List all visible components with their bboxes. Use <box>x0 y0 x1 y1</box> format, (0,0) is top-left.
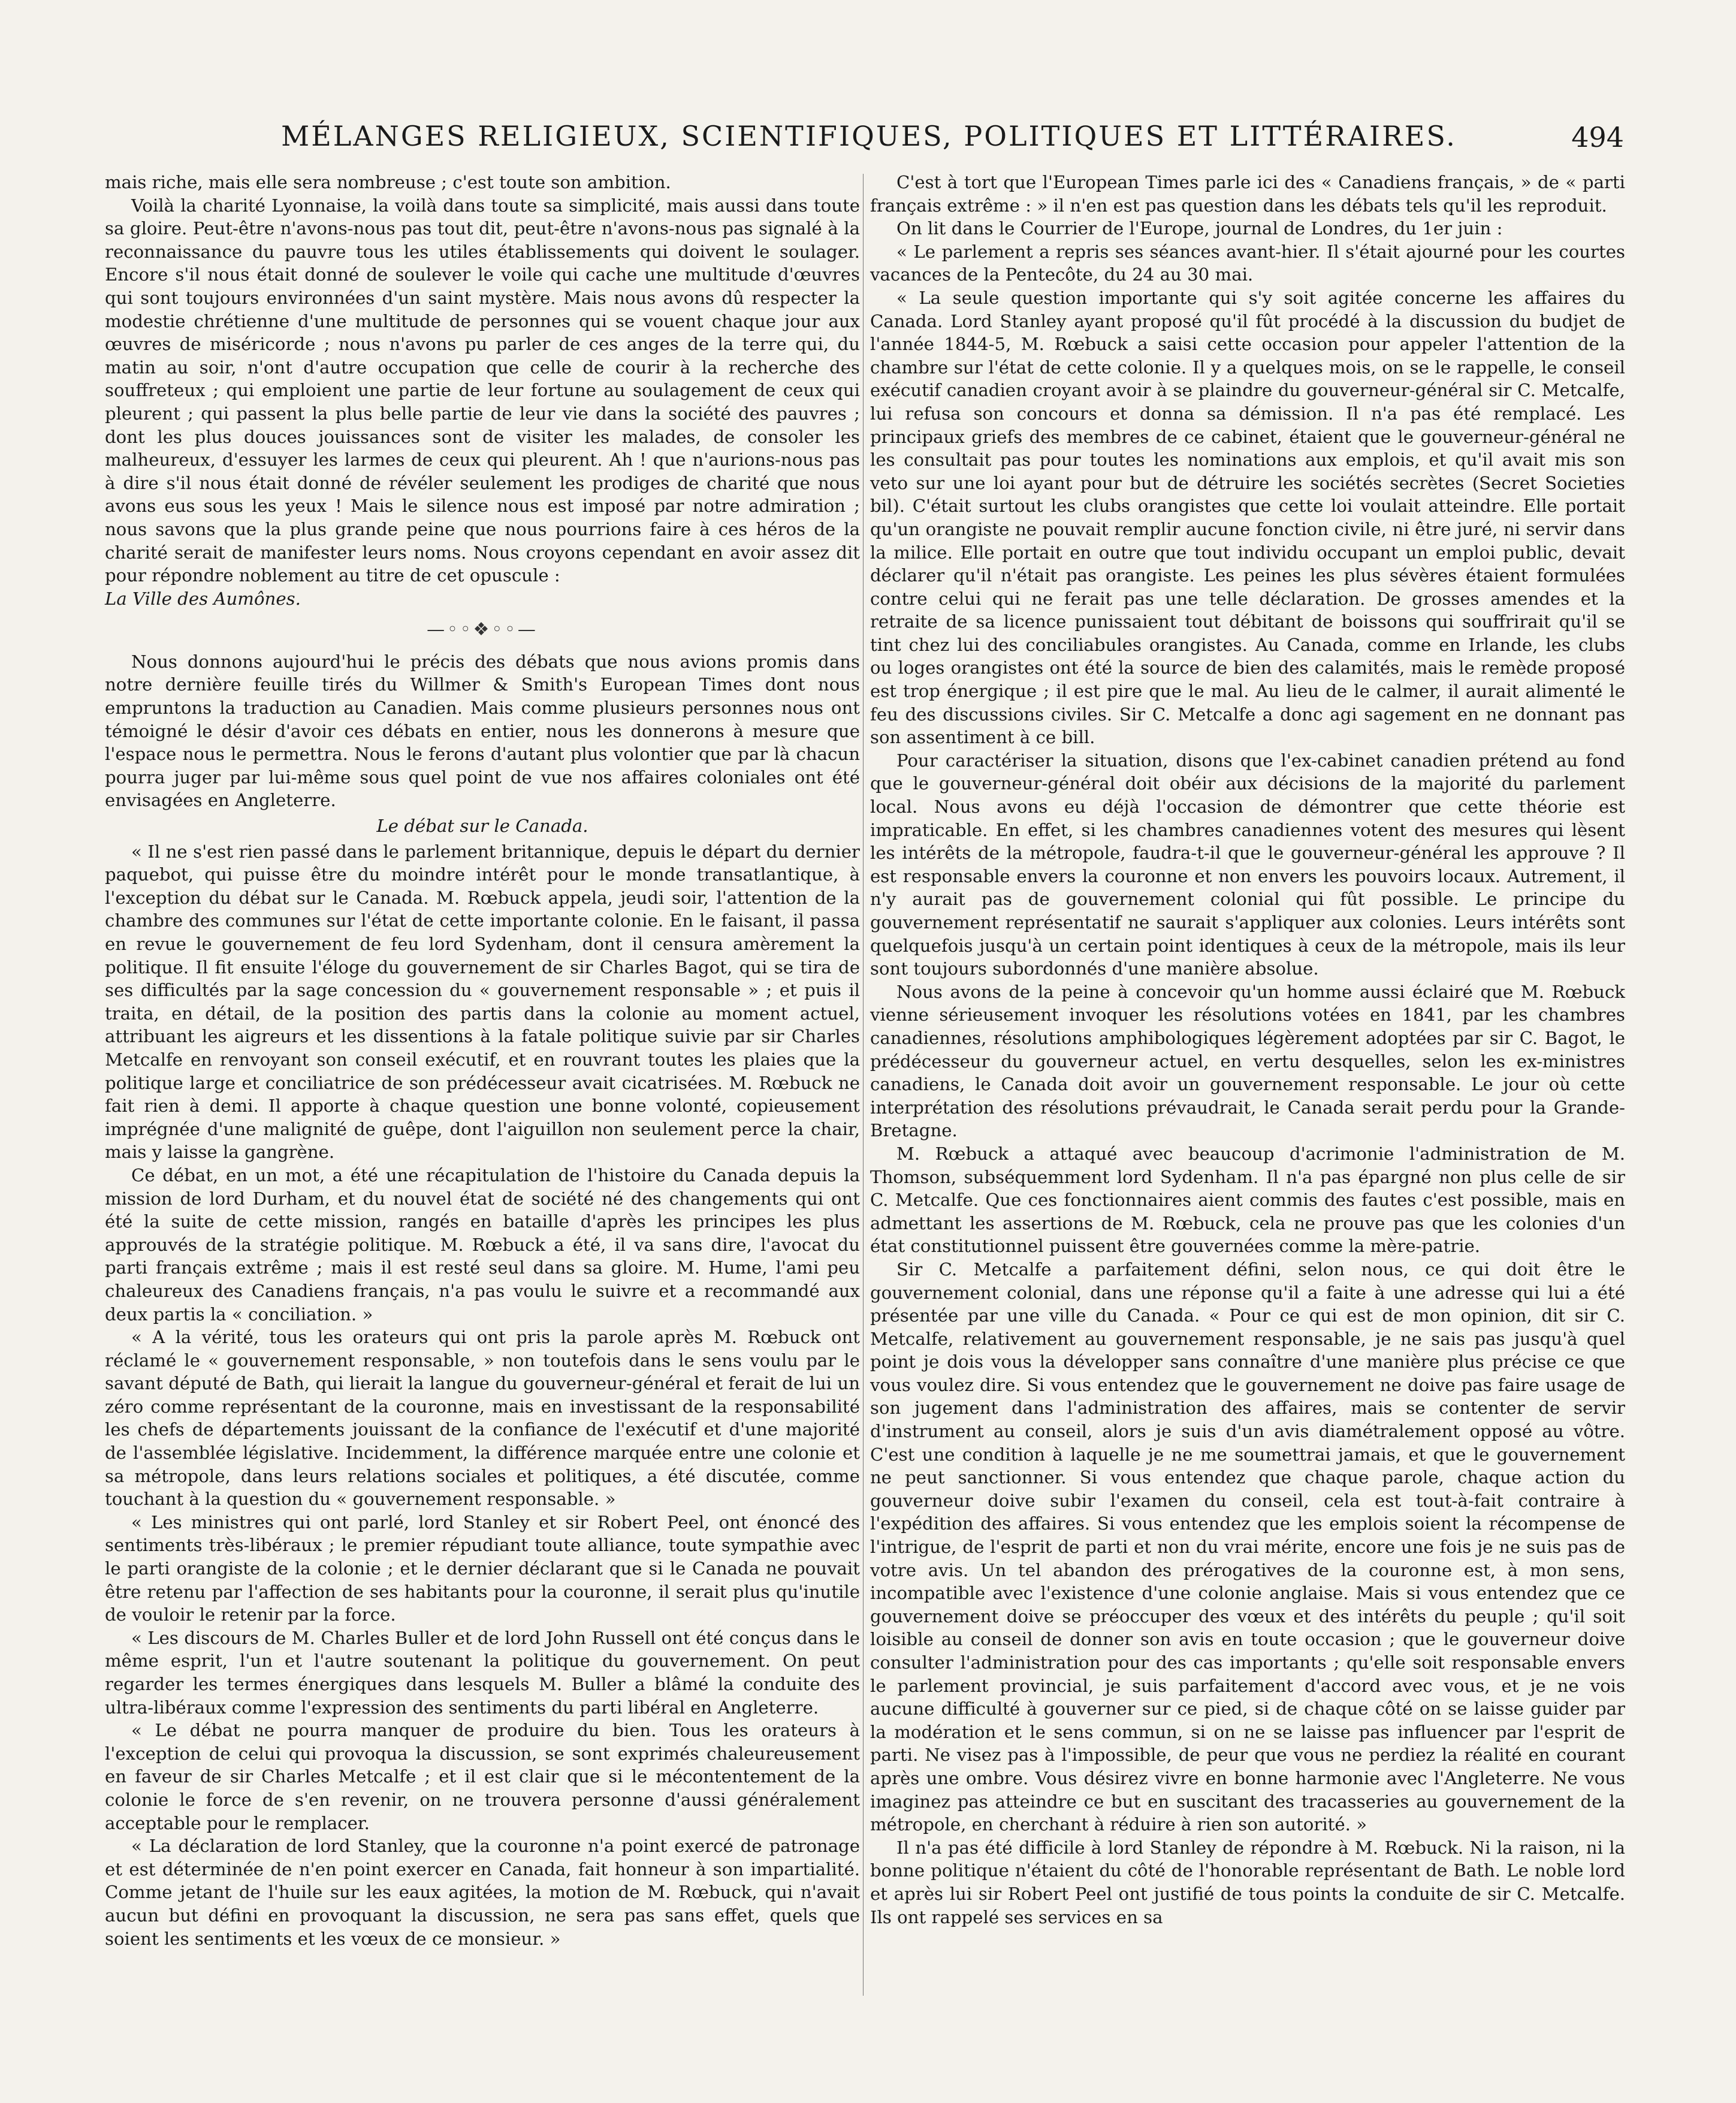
paragraph-roebuck-attack: M. Rœbuck a attaqué avec beaucoup d'acrimonie l'administration de M. Thomson, subséquemment lord Sydenham. Il n'a pas épargné non plus celle de sir C. Metcalfe. Que ces fonctionnaires aient commis des fautes c'est possible, mais en admettant les assertions de M. Rœbuck, cela ne prouve pas que les colonies d'un état constitutionnel puissent être gouvernées comme la mère-patrie. <box>870 1143 1625 1257</box>
paragraph-debate-5: « Les discours de M. Charles Buller et de lord John Russell ont été conçus dans le même esprit, l'un et l'autre soutenant la politique du gouvernement. On peut regarder les termes énergiques dans lesquels M. Buller a blâmé la conduite des ultra-libéraux comme l'expression des sentiments du parti libéral en Angleterre. <box>105 1627 860 1718</box>
section-divider-ornament: —◦◦❖◦◦— <box>427 619 538 641</box>
paragraph-title-reference: La Ville des Aumônes. <box>105 588 301 609</box>
section-subheading: Le débat sur le Canada. <box>376 816 588 837</box>
paragraph-debate-1: « Il ne s'est rien passé dans le parlement britannique, depuis le départ du dernier paquebot, qui puisse être du moindre intérêt pour le monde transatlantique, à l'exception du débat sur le Canada. M. Rœbuck appela, jeudi soir, l'attention de la chambre des communes sur l'état de cette importante colonie. En le faisant, il passa en revue le gouvernement de feu lord Sydenham, dont il censura amèrement la politique. Il fit ensuite l'éloge du gouvernement de sir Charles Bagot, qui se tira de ses difficultés par la sage concession du « gouvernement responsable » ; et puis il traita, en détail, de la position des partis dans la colonie au moment actuel, attribuant les aigreurs et les dissentions à la fatale politique suivie par sir Charles Metcalfe en renvoyant son conseil exécutif, et en rouvrant toutes les plaies que la politique large et conciliatrice de son prédécesseur avait cicatrisées. M. Rœbuck ne fait rien à demi. Il apporte à chaque question une bonne volonté, copieusement imprégnée d'une malignité de guêpe, dont l'aiguillon non seulement perce la chair, mais y laisse la gangrène. <box>105 841 860 1163</box>
running-title: MÉLANGES RELIGIEUX, SCIENTIFIQUES, POLITIQUES ET LITTÉRAIRES. <box>281 120 1457 152</box>
paragraph-correction: C'est à tort que l'European Times parle ici des « Canadiens français, » de « parti français extrême : » il n'en est pas question dans les débats tels qu'il les reproduit. <box>870 172 1625 216</box>
paragraph-resolutions: Nous avons de la peine à concevoir qu'un homme aussi éclairé que M. Rœbuck vienne sérieusement invoquer les résolutions votées en 1841, par les chambres canadiennes, résolutions amphibologiques légèrement adoptées par sir C. Bagot, le prédécesseur du gouverneur actuel, en vertu desquelles, selon les ex-ministres canadiens, le Canada doit avoir un gouvernement responsable. Le jour où cette interprétation des résolutions prévaudrait, le Canada serait perdu pour la Grande-Bretagne. <box>870 981 1625 1141</box>
paragraph-stanley-response: Il n'a pas été difficile à lord Stanley de répondre à M. Rœbuck. Ni la raison, ni la bonne politique n'étaient du côté de l'honorable représentant de Bath. Le noble lord et après lui sir Robert Peel ont justifié de tous points la conduite de sir C. Metcalfe. Ils ont rappelé ses services en sa <box>870 1837 1625 1927</box>
paragraph-metcalfe-reply: Sir C. Metcalfe a parfaitement défini, selon nous, ce qui doit être le gouvernement colonial, dans une réponse qu'il a faite à une adresse qui lui a été présentée par une ville du Canada. « Pour ce qui est de mon opinion, dit sir C. Metcalfe, relativement au gouvernement responsable, je ne sais pas jusqu'à quel point je dois vous la développer sans connaître d'une manière plus précise ce que vous voulez dire. Si vous entendez que le gouvernement ne doive pas faire usage de son jugement dans l'administration des affaires, mais se contenter de servir d'instrument au conseil, alors je suis d'un avis diamétralement opposé au vôtre. C'est une condition à laquelle je ne me soumettrai jamais, et que le gouvernement ne peut sanctionner. Si vous entendez que chaque parole, chaque action du gouverneur doive subir l'examen du conseil, cela est tout-à-fait contraire à l'expédition des affaires. Si vous entendez que les emplois soient la récompense de l'intrigue, de l'esprit de parti et non du vrai mérite, encore une fois je ne suis pas de votre avis. Un tel abandon des prérogatives de la couronne est, à mon sens, incompatible avec l'existence d'une colonie anglaise. Mais si vous entendez que ce gouvernement doive se préoccuper des vœux et des intérêts du peuple ; qu'il soit loisible au conseil de donner son avis en toute occasion ; que le gouverneur doive consulter l'administration pour des cas importants ; qu'elle soit responsable envers le parlement provincial, je suis parfaitement d'accord avec vous, et je ne vois aucune difficulté à gouverner sur ce pied, si de chaque côté on se laisse guider par la modération et le sens commun, si on ne se laisse pas influencer par l'esprit de parti. Ne visez pas à l'impossible, de peur que vous ne perdiez la réalité en courant après une ombre. Vous désirez vivre en bonne harmonie avec l'Angleterre. Ne vous imaginez pas atteindre ce but en suscitant des tracasseries au gouvernement de la métropole, en cherchant à réduire à rien son autorité. » <box>870 1259 1625 1835</box>
paragraph-intro-debates: Nous donnons aujourd'hui le précis des débats que nous avions promis dans notre dernière feuille tirés du Willmer & Smith's European Times dont nous empruntons la traduction au Canadien. Mais comme plusieurs personnes nous ont témoigné le désir d'avoir ces débats en entier, nous les donnerons à mesure que l'espace nous le permettra. Nous le ferons d'autant plus volontier que par là chacun pourra juger par lui-même sous quel point de vue nos affaires coloniales ont été envisagées en Angleterre. <box>105 651 860 811</box>
paragraph-situation: Pour caractériser la situation, disons que l'ex-cabinet canadien prétend au fond que le gouverneur-général doit obéir aux décisions de la majorité du parlement local. Nous avons eu déjà l'occasion de démontrer que cette théorie est impraticable. En effet, si les chambres canadiennes votent des mesures qui lèsent les intérêts de la métropole, faudra-t-il que le gouverneur-général les approuve ? Il est responsable envers la couronne et non envers les pouvoirs locaux. Autrement, il n'y aurait pas de gouvernement colonial qui fût possible. Le principe du gouvernement représentatif ne saurait s'appliquer aux colonies. Leurs intérêts sont quelquefois jusqu'à un certain point identiques à ceux de la métropole, mais ils leur sont toujours subordonnés d'une manière absolue. <box>870 750 1625 979</box>
paragraph-courrier-intro: On lit dans le Courrier de l'Europe, journal de Londres, du 1er juin : <box>896 218 1503 239</box>
left-column <box>105 171 860 1950</box>
paragraph-debate-2: Ce débat, en un mot, a été une récapitulation de l'histoire du Canada depuis la mission de lord Durham, et du nouvel état de société né des changements qui ont été la suite de cette mission, rangés en bataille d'après les principes les plus approuvés de la stratégie politique. M. Rœbuck a été, il va sans dire, l'avocat du parti français extrême ; mais il est resté seul dans sa gloire. M. Hume, l'ami peu chaleureux des Canadiens français, n'a pas voulu le suivre et a recommandé aux deux partis la « conciliation. » <box>105 1164 860 1324</box>
paragraph-continuation: mais riche, mais elle sera nombreuse ; c'est toute son ambition. <box>105 172 671 192</box>
column-rule <box>863 174 864 1996</box>
paragraph-debate-4: « Les ministres qui ont parlé, lord Stanley et sir Robert Peel, ont énoncé des sentiments très-libéraux ; le premier répudiant toute alliance, toute sympathie avec le parti orangiste de la colonie ; et le dernier déclarant que si le Canada ne pouvait être retenu par l'affection de ses habitants pour la couronne, il serait plus qu'inutile de vouloir le retenir par la force. <box>105 1511 860 1625</box>
page-header <box>102 120 1636 162</box>
paragraph-debate-6: « Le débat ne pourra manquer de produire du bien. Tous les orateurs à l'exception de celui qui provoqua la discussion, se sont exprimés chaleureusement en faveur de sir Charles Metcalfe ; et il est clair que si le mécontentement de la colonie le force de s'en revenir, on ne trouvera personne d'aussi généralement acceptable pour le remplacer. <box>105 1720 860 1833</box>
paragraph-debate-7: « La déclaration de lord Stanley, que la couronne n'a point exercé de patronage et est déterminée de n'en point exercer en Canada, fait honneur à son impartialité. Comme jetant de l'huile sur les eaux agitées, la motion de M. Rœbuck, qui n'avait aucun but défini en provoquant la discussion, ne sera pas sans effet, quels que soient les sentiments et les vœux de ce monsieur. » <box>105 1836 860 1949</box>
right-column <box>870 171 1625 1929</box>
paragraph-canada-question: « La seule question importante qui s'y soit agitée concerne les affaires du Canada. Lord Stanley ayant proposé qu'il fût procédé à la discussion du budjet de l'année 1844-5, M. Rœbuck a saisi cette occasion pour appeler l'attention de la chambre sur l'état de cette colonie. Il y a quelques mois, on se le rappelle, le conseil exécutif canadien croyant avoir à se plaindre du gouverneur-général sir C. Metcalfe, lui refusa son concours et donna sa démission. Il n'a pas été remplacé. Les principaux griefs des membres de ce cabinet, étaient que le gouverneur-général ne les consultait pas pour toutes les nominations aux emplois, et qu'il avait mis son veto sur une loi ayant pour but de détruire les sociétés secrètes (Secret Societies bil). C'était surtout les clubs orangistes que cette loi voulait atteindre. Elle portait qu'un orangiste ne pouvait remplir aucune fonction civile, ni être juré, ni servir dans la milice. Elle portait en outre que tout individu occupant un emploi public, devait déclarer qu'il n'était pas orangiste. Les peines les plus sévères étaient formulées contre celui qui ne ferait pas une telle déclaration. De grosses amendes et la retraite de sa licence punissaient tout débitant de boissons qui souffrirait qu'il se tint chez lui des conciliabules orangistes. Au Canada, comme en Irlande, les clubs ou loges orangistes ont été la source de bien des calamités, mais le remède proposé est trop énergique ; il est pire que le mal. Au lieu de le calmer, il aurait alimenté le feu des discussions civiles. Sir C. Metcalfe a donc agi sagement en ne donnant pas son assentiment à ce bill. <box>870 287 1625 748</box>
paragraph-charity: Voilà la charité Lyonnaise, la voilà dans toute sa simplicité, mais aussi dans toute sa gloire. Peut-être n'avons-nous pas tout dit, peut-être n'avons-nous pas signalé à la reconnaissance du pauvre tous les utiles établissements qui doivent le soulager. Encore s'il nous était donné de soulever le voile qui cache une multitude d'œuvres qui sont toujours environnées d'un saint mystère. Mais nous avons dû respecter la modestie chrétienne d'une multitude de personnes qui se vouent chaque jour aux œuvres de miséricorde ; nous n'avons pu parler de ces anges de la terre qui, du matin au soir, n'ont d'autre occupation que celle de courir à la recherche des souffreteux ; qui emploient une partie de leur fortune au soulagement de ceux qui pleurent ; qui passent la plus belle partie de leur vie dans la société des pauvres ; dont les plus douces jouissances sont de visiter les malades, de consoler les malheureux, d'essuyer les larmes de ceux qui pleurent. Ah ! que n'aurions-nous pas à dire s'il nous était donné de révéler seulement les prodiges de charité que nous avons eus sous les yeux ! Mais le silence nous est imposé par notre admiration ; nous savons que la plus grande peine que nous pourrions faire à ces héros de la charité serait de manifester leurs noms. Nous croyons cependant en avoir assez dit pour répondre noblement au titre de cet opuscule : <box>105 195 860 586</box>
page-number: 494 <box>1571 121 1624 153</box>
paragraph-parliament-resumed: « Le parlement a repris ses séances avant-hier. Il s'était ajourné pour les courtes vacances de la Pentecôte, du 24 au 30 mai. <box>870 241 1625 285</box>
paragraph-debate-3: « A la vérité, tous les orateurs qui ont pris la parole après M. Rœbuck ont réclamé le « gouvernement responsable, » non toutefois dans le sens voulu par le savant député de Bath, qui lierait la langue du gouverneur-général et ferait de lui un zéro comme représentant de la couronne, mais en investissant de la responsabilité les chefs de départements jouissant de la confiance de l'exécutif et d'une majorité de l'assemblée législative. Incidemment, la différence marquée entre une colonie et sa métropole, dans leurs relations sociales et politiques, a été discutée, comme touchant à la question du « gouvernement responsable. » <box>105 1327 860 1510</box>
